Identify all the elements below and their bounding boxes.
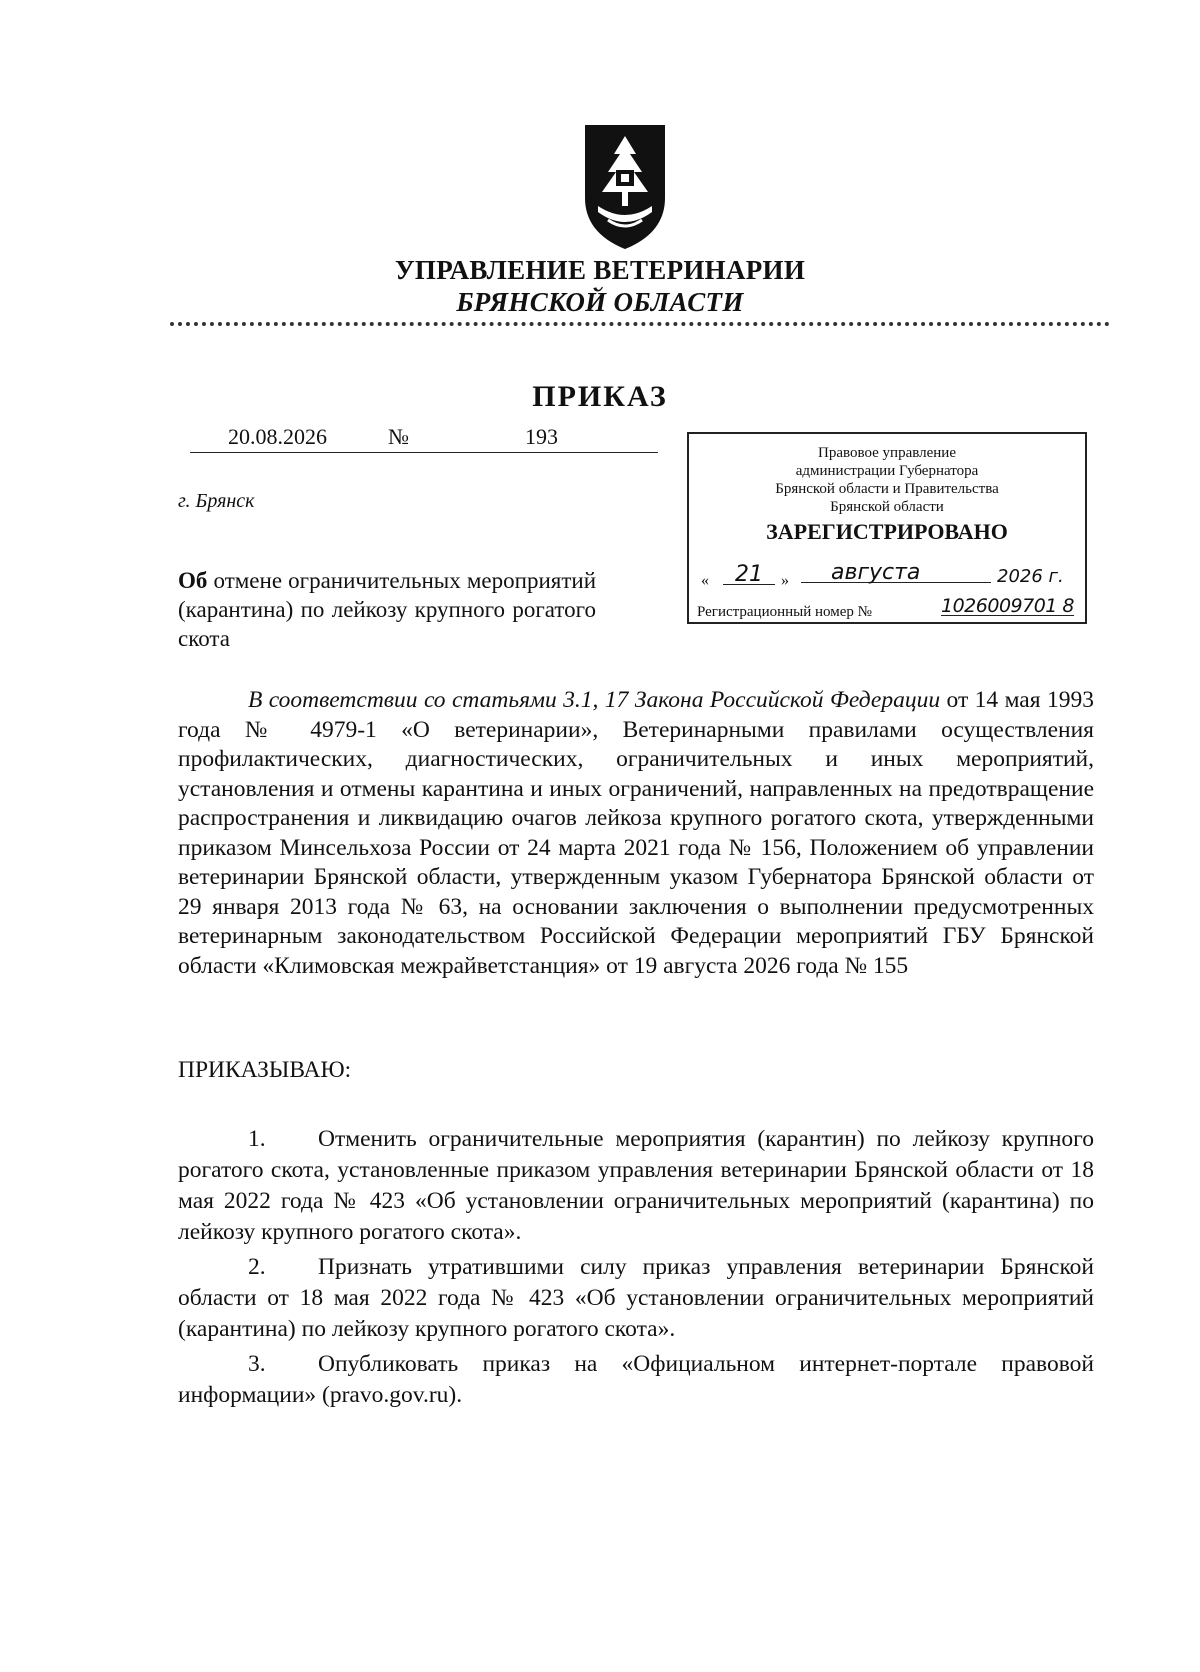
stamp-quote-open: « — [701, 572, 709, 589]
preamble-text: от 14 мая 1993 года № 4979-1 «О ветеринарии», Ветеринарными правилами осуществления профилактических, диагностических, ограничительных и иных мероприятий, установления и отмены карантина и иных ограничений, направленных на предотвращение распространения и ликвидацию очагов лейкоза крупного рогатого скота, утвержденными приказом Минсельхоза России от 24 марта 2021 года № 156, Положением об управлении ветеринарии Брянской области, утвержденным указом Губернатора Брянской области от 29 января 2013 года № 63, на основании заключения о выполнении предусмотренных ветеринарным законодательством Российской Федерации мероприятий ГБУ Брянской области «Климовская межрайветстанция» от 19 августа 2026 года № 155 — [178, 687, 1094, 979]
stamp-registered: ЗАРЕГИСТРИРОВАНО — [766, 519, 1008, 544]
bryansk-coat-of-arms-icon — [578, 120, 672, 256]
number-sign: № — [388, 424, 409, 449]
organization-region: БРЯНСКОЙ ОБЛАСТИ — [456, 287, 744, 317]
order-item-number: 3. — [248, 1351, 266, 1377]
stamp-quote-close: » — [781, 572, 789, 589]
order-item-number: 1. — [248, 1126, 266, 1152]
header-divider — [170, 322, 1110, 326]
subject-first-word: Об — [178, 568, 208, 593]
document-type: ПРИКАЗ — [532, 380, 668, 413]
order-item — [178, 1124, 1094, 1248]
stamp-year: 2026 г. — [997, 566, 1064, 587]
stamp-month: августа — [801, 564, 991, 583]
organization-name: УПРАВЛЕНИЕ ВЕТЕРИНАРИИ — [394, 255, 806, 285]
document-date-number-line — [190, 424, 658, 453]
stamp-line-4: Брянской области — [830, 499, 944, 515]
subject-text: отмене ограничительных мероприятий (карантина) по лейкозу крупного рогатого скота — [178, 568, 596, 651]
document-number: 193 — [525, 424, 558, 449]
order-item-text: Признать утратившими силу приказ управления ветеринарии Брянской области от 18 мая 2022 года № 423 «Об установлении ограничительных мероприятий (карантина) по лейкозу крупного рогатого скота». — [178, 1254, 1094, 1342]
preamble — [178, 686, 1094, 981]
document-date: 20.08.2026 — [228, 424, 327, 449]
stamp-day: 21 — [723, 566, 775, 585]
stamp-line-2: администрации Губернатора — [795, 463, 979, 479]
order-items — [178, 1124, 1094, 1415]
stamp-line-1: Правовое управление — [818, 445, 956, 461]
registration-stamp — [687, 432, 1087, 624]
stamp-reg-number: 1026009701 8 — [941, 595, 1075, 617]
preamble-italic: В соответствии со статьями 3.1, 17 Закона Российской Федерации — [248, 687, 941, 713]
order-item-number: 2. — [248, 1254, 266, 1280]
stamp-reg-label: Регистрационный номер № — [697, 604, 872, 620]
order-item-text: Отменить ограничительные мероприятия (карантин) по лейкозу крупного рогатого скота, установленные приказом управления ветеринарии Брянской области от 18 мая 2022 года № 423 «Об установлении ограничительных мероприятий (карантина) по лейкозу крупного рогатого скота». — [178, 1126, 1094, 1245]
order-item — [178, 1349, 1094, 1411]
document-city: г. Брянск — [178, 490, 255, 512]
document-subject — [178, 566, 596, 653]
stamp-number-row — [697, 595, 1083, 621]
stamp-line-3: Брянской области и Правительства — [775, 481, 999, 497]
stamp-date-row — [701, 560, 1077, 592]
order-word: ПРИКАЗЫВАЮ: — [178, 1057, 352, 1083]
order-item — [178, 1252, 1094, 1345]
order-item-text: Опубликовать приказ на «Официальном интернет-портале правовой информации» (pravo.gov.ru). — [178, 1351, 1094, 1408]
